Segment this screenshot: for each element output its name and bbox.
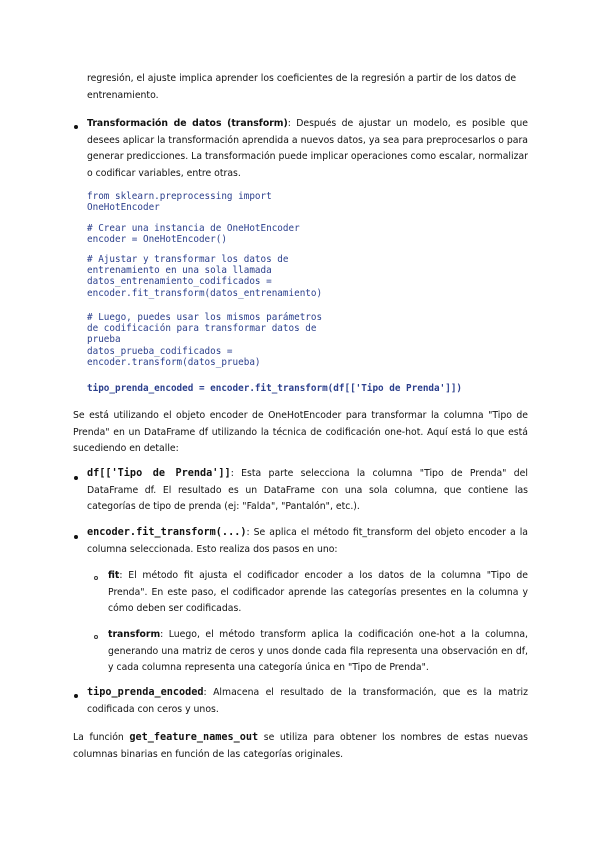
bullet-marker	[74, 535, 78, 539]
explain-paragraph: Se está utilizando el objeto encoder de OneHotEncoder para transformar la columna "Tipo de Prenda" en un DataFrame df utilizando la técnica de codificación one-hot. Aquí está lo que está sucediendo en detalle:	[73, 410, 528, 454]
bullet-code: encoder.fit_transform(...)	[87, 527, 247, 538]
subbullet-item-transform	[108, 627, 528, 677]
subbullet-marker	[94, 635, 98, 639]
intro-paragraph	[87, 71, 528, 104]
closing-post: se utiliza para obtener los nombres de estas nuevas columnas binarias en función de las categorías originales.	[73, 732, 529, 760]
closing-paragraph	[73, 730, 528, 763]
bullet-marker	[74, 694, 78, 698]
bullet-marker	[74, 125, 78, 129]
closing-pre: La función	[73, 732, 130, 743]
subbullet-term: transform	[108, 629, 161, 640]
code-line-encoded: tipo_prenda_encoded = encoder.fit_transform(df[['Tipo de Prenda']])	[87, 383, 463, 394]
bullet-text: : Almacena el resultado de la transformación, que es la matriz codificada con ceros y unos.	[87, 687, 528, 715]
code-block-instance: # Crear una instancia de OneHotEncoder encoder = OneHotEncoder()	[87, 223, 300, 246]
code-block-fit-transform: # Ajustar y transformar los datos de entrenamiento en una sola llamada datos_entrenamiento_codificados = encoder.fit_transform(datos_entrenamiento)	[87, 254, 323, 299]
transform-text: : Después de ajustar un modelo, es posible que desees aplicar la transformación aprendida a nuevos datos, ya sea para preprocesarlos o para generar predicciones. La transformación puede implicar operaciones como escalar, normalizar o codificar variables, entre otras.	[87, 118, 528, 179]
bullet-code: df[['Tipo de Prenda']]	[87, 468, 231, 479]
code-block-transform: # Luego, puedes usar los mismos parámetros de codificación para transformar datos de prueba datos_prueba_codificados = encoder.transform(datos_prueba)	[87, 312, 323, 368]
subbullet-text: : El método fit ajusta el codificador encoder a los datos de la columna "Tipo de Prenda". En este paso, el codificador aprende las categorías presentes en la columna y cómo deben ser codificadas.	[108, 570, 528, 614]
intro-line-2: entrenamiento.	[87, 89, 159, 101]
bullet-item-encoded	[87, 685, 528, 718]
transform-paragraph	[87, 116, 528, 182]
closing-code: get_feature_names_out	[129, 732, 259, 743]
bullet-marker	[74, 476, 78, 480]
intro-line-1: regresión, el ajuste implica aprender los coeficientes de la regresión a partir de los datos de	[87, 73, 517, 84]
bullet-text: : Se aplica el método fit_transform del objeto encoder a la columna seleccionada. Esto realiza dos pasos en uno:	[87, 527, 528, 555]
bullet-text: : Esta parte selecciona la columna "Tipo de Prenda" del DataFrame df. El resultado es un DataFrame con una sola columna, que contiene las categorías de tipo de prenda (ej: "Falda", "Pantalón", etc.).	[87, 468, 528, 512]
bullet-code: tipo_prenda_encoded	[87, 687, 204, 698]
transform-term: Transformación de datos (transform)	[87, 118, 288, 129]
bullet-item-fit-transform	[87, 525, 528, 558]
subbullet-marker	[94, 576, 98, 580]
subbullet-text: : Luego, el método transform aplica la codificación one-hot a la columna, generando una matriz de ceros y unos donde cada fila representa una observación en df, y cada columna representa una categoría única en "Tipo de Prenda".	[108, 629, 528, 673]
code-block-import: from sklearn.preprocessing import OneHotEncoder	[87, 191, 272, 214]
subbullet-term: fit	[108, 570, 120, 581]
bullet-item-select-column	[87, 466, 528, 516]
subbullet-item-fit	[108, 568, 528, 618]
